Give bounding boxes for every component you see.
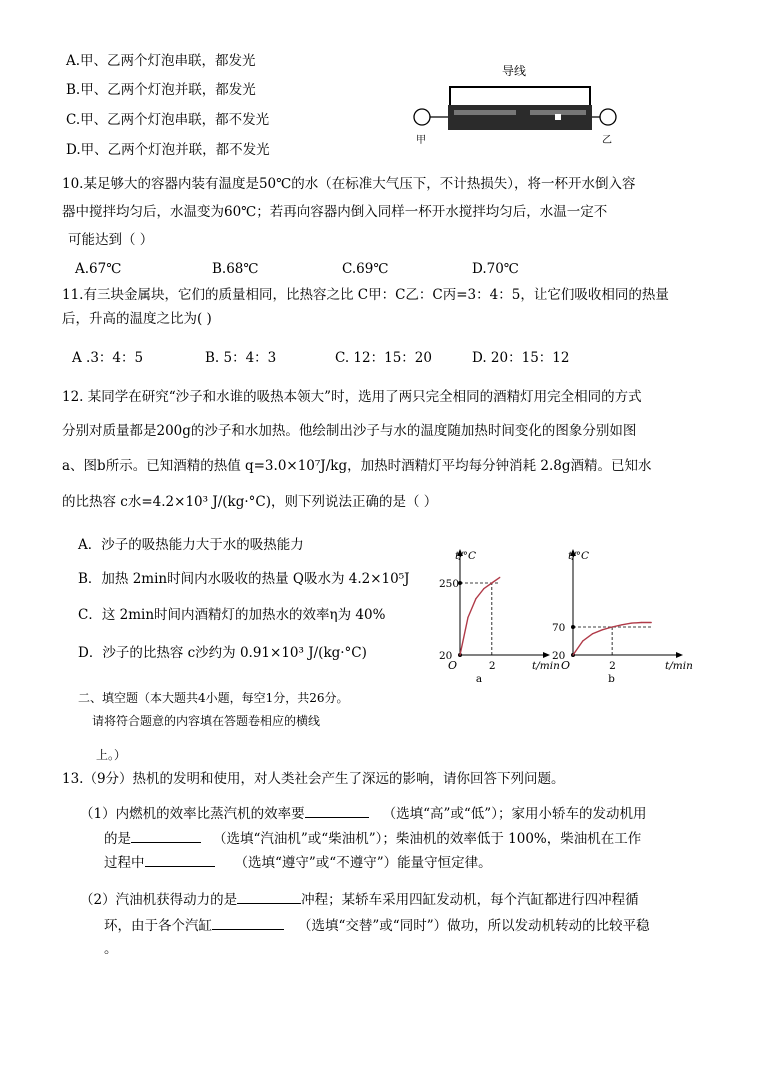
undefined-y-label: t/°C [455,550,477,562]
q13-part1-line1 [80,803,646,823]
undefined-data-point [651,622,652,623]
undefined-data-point [641,622,642,623]
undefined-origin-label: O [561,659,571,672]
q9-option-d: D.甲、乙两个灯泡并联，都不发光 [66,142,270,158]
q9-option-b: B.甲、乙两个灯泡并联，都发光 [66,82,256,98]
bulb-jia [414,109,430,125]
undefined-data-point [467,617,468,618]
q13-part2-line3: 。 [104,941,118,957]
q11-line-2: 后，升高的温度之比为( ) [62,311,212,327]
q11-option-c: C. 12：15：20 [335,350,432,366]
q13-part1-text-a: （1）内燃机的效率比蒸汽机的效率要 [80,806,305,822]
q11-line-1: 11.有三块金属块，它们的质量相同，比热容之比 C甲：C乙：C丙=3：4：5，让它们吸收相同的热量 [62,287,669,303]
undefined-origin-label: O [448,659,458,672]
q12-option-d: D．沙子的比热容 c沙约为 0.91×10³ J/(kg·°C) [78,645,367,661]
q10-option-b: B.68℃ [212,261,259,277]
answer-blank-2[interactable] [131,828,201,843]
q10-line-1: 10.某足够大的容器内装有温度是50℃的水（在标准大气压下，不计热损失），将一杯开水倒入容 [62,176,636,192]
undefined-data-point [572,654,573,655]
q11-option-d: D. 20：15：12 [472,350,570,366]
section-2-line-3: 上。） [96,748,127,762]
battery-left [448,105,524,130]
q13-part1-text-d: （选填“汽油机”或“柴油机”）；柴油机的效率低于 100%，柴油机在工作 [213,831,642,847]
q13-part2-text-a: （2）汽油机获得动力的是 [80,892,238,908]
q10-line-3: 可能达到（ ） [68,232,154,248]
answer-blank-1[interactable] [305,803,369,818]
undefined-x-arrow [676,652,683,658]
q13-title: 13.（9分）热机的发明和使用，对人类社会产生了深远的影响，请你回答下列问题。 [62,771,565,787]
undefined-caption: b [608,673,615,685]
answer-blank-4[interactable] [237,889,301,904]
q13-part1-text-c: 的是 [104,831,131,847]
q10-line-2: 器中搅拌均匀后，水温变为60℃；若再向容器内倒入同样一杯开水搅拌均匀后，水温一定不 [62,204,608,220]
answer-blank-3[interactable] [145,852,215,867]
undefined-data-point [631,622,632,623]
undefined-y-label: t/°C [568,550,590,562]
q13-part2-line2 [104,915,650,935]
q10-option-a: A.67℃ [75,261,122,277]
undefined-y-tick-label: 70 [552,622,566,634]
undefined-y-tick-label: 250 [439,578,460,590]
undefined-data-point [582,640,583,641]
section-2-line-2: 请将符合题意的内容填在答题卷相应的横线 [92,714,321,728]
q10-option-d: D.70℃ [472,261,519,277]
q13-part2-text-c: 环，由于各个汽缸 [104,918,212,934]
undefined-data-point [483,588,484,589]
q10-option-c: C.69℃ [342,261,389,277]
undefined-data-point [491,582,492,583]
undefined-data-point [602,629,603,630]
q13-part1-text-f: （选填“遵守”或“不遵守”）能量守恒定律。 [234,855,492,871]
q12-line-4: 的比热容 c水=4.2×10³ J/(kg·°C)，则下列说法正确的是（ ） [62,494,438,510]
q12-line-3: a、图b所示。已知酒精的热值 q=3.0×10⁷J/kg，加热时酒精灯平均每分钟消耗 2.8g酒精。已知水 [62,458,652,474]
section-2-line-1: 二、填空题（本大题共4小题，每空1分，共26分。 [78,691,349,705]
bulb-yi [600,109,616,125]
bulb-jia-label: 甲 [416,135,426,146]
q13-part1-text-b: （选填“高”或“低”）；家用小轿车的发动机用 [382,806,647,822]
undefined-data-point [612,626,613,627]
q11-option-b: B. 5：4：3 [205,350,277,366]
q13-part1-line2 [104,828,641,848]
q12-line-1: 12. 某同学在研究“沙子和水谁的吸热本领大”时，选用了两只完全相同的酒精灯用完全相同的方式 [62,389,642,405]
circuit-figure [410,55,620,150]
undefined-y-tick-label: 20 [439,650,453,662]
bulb-yi-label: 乙 [602,135,612,146]
undefined-x-tick-label: 2 [609,660,616,672]
q9-option-a: A.甲、乙两个灯泡串联，都发光 [66,53,256,69]
undefined-data-point [475,598,476,599]
wire-label: 导线 [502,64,527,78]
undefined-x-label: t/min [532,660,560,672]
q12-option-a: A．沙子的吸热能力大于水的吸热能力 [78,537,304,553]
undefined-data-point [459,654,460,655]
q12-option-c: C．这 2min时间内酒精灯的加热水的效率η为 40% [78,607,386,623]
undefined-data-point [592,633,593,634]
q13-part2-line1 [80,889,639,909]
undefined-y-tick-label: 20 [552,650,566,662]
undefined-x-tick-label: 2 [488,660,496,672]
chart-b-water [552,545,693,695]
q13-part1-text-e: 过程中 [104,855,145,871]
q12-line-2: 分别对质量都是200g的沙子和水加热。他绘制出沙子与水的温度随加热时间变化的图象分别如图 [62,423,637,439]
undefined-data-point [621,624,622,625]
undefined-caption: a [475,673,483,685]
q13-part2-text-d: （选填“交替”或“同时”）做功，所以发动机转动的比较平稳 [298,918,650,934]
undefined-data-line [460,577,500,655]
undefined-x-arrow [543,652,550,658]
q11-option-a: A .3：4：5 [72,350,144,366]
q12-option-b: B．加热 2min时间内水吸收的热量 Q吸水为 4.2×10⁵J [78,571,410,587]
undefined-x-label: t/min [665,660,693,672]
answer-blank-5[interactable] [212,915,284,930]
q13-part1-line3 [104,852,492,872]
q9-option-c: C.甲、乙两个灯泡串联，都不发光 [66,112,270,128]
q13-part2-text-b: 冲程；某轿车采用四缸发动机，每个汽缸都进行四冲程循 [301,892,639,908]
undefined-data-point [499,577,500,578]
undefined-y-tick-dot [571,625,575,629]
